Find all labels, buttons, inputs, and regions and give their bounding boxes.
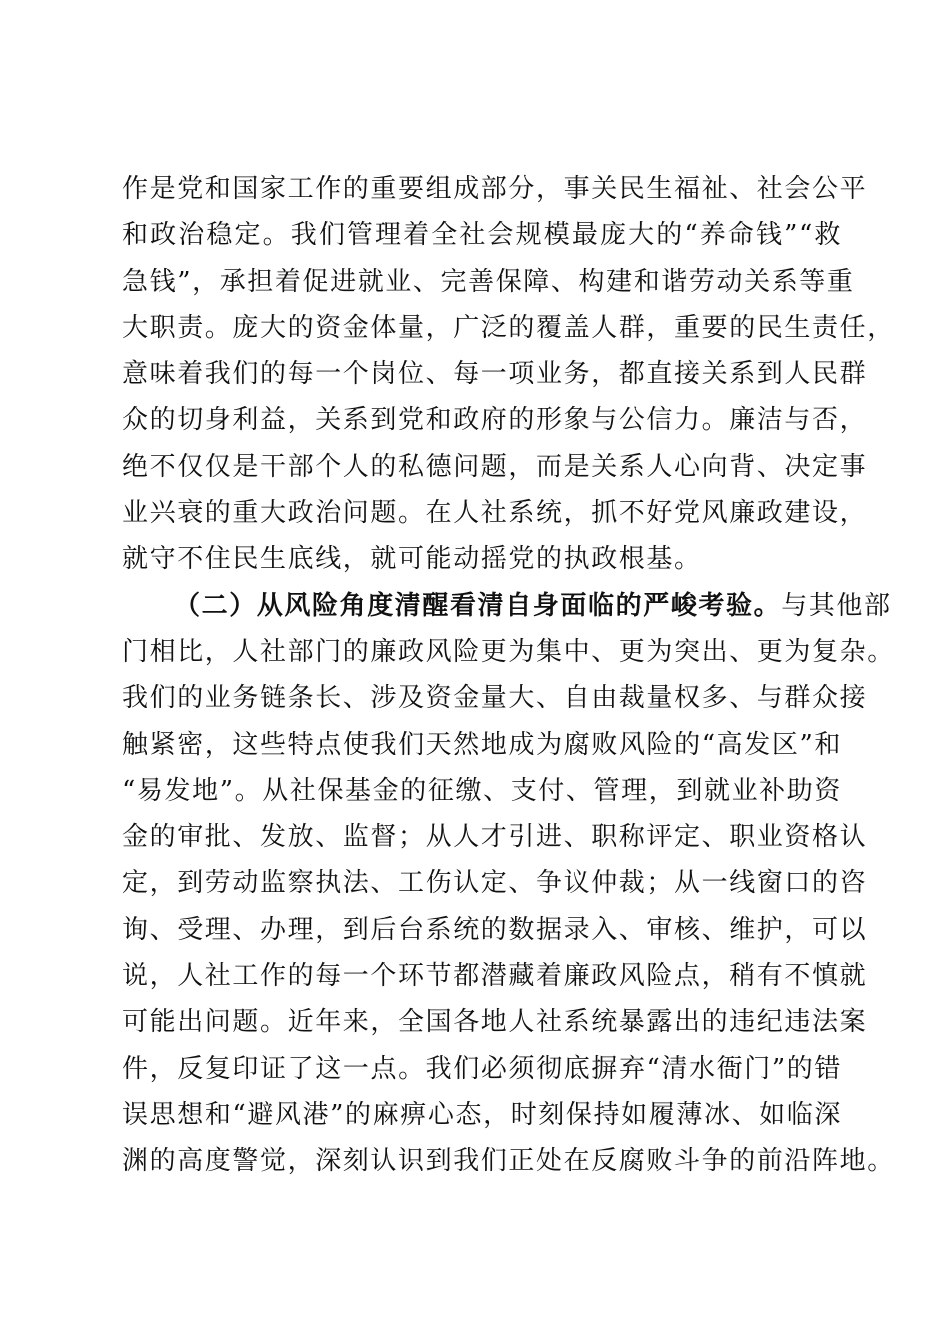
text-line: 意味着我们的每一个岗位、每一项业务，都直接关系到人民群 [122,359,868,390]
text-line: 定，到劳动监察执法、工伤认定、争议仲裁；从一线窗口的咨 [122,868,868,899]
text-line: 作是党和国家工作的重要组成部分，事关民生福祉、社会公平 [122,174,868,204]
text-line: 误思想和“避风港”的麻痹心态，时刻保持如履薄冰、如临深 [122,1099,842,1130]
text-line: 说，人社工作的每一个环节都潜藏着廉政风险点，稍有不慎就 [122,961,868,992]
text-line: 门相比，人社部门的廉政风险更为集中、更为突出、更为复杂。 [122,636,895,667]
text-line: 我们的业务链条长、涉及资金量大、自由裁量权多、与群众接 [122,683,868,714]
text-line: 可能出问题。近年来，全国各地人社系统暴露出的违纪违法案 [122,1007,868,1038]
text-line: 急钱”，承担着促进就业、完善保障、构建和谐劳动关系等重 [122,266,855,297]
text-line: “易发地”。从社保基金的征缴、支付、管理，到就业补助资 [122,775,842,806]
text-line: 众的切身利益，关系到党和政府的形象与公信力。廉洁与否， [122,405,868,436]
section-heading: （二）从风险角度清醒看清自身面临的严峻考验。 [174,590,782,621]
body-text [122,166,895,1185]
text-line: 询、受理、办理，到后台系统的数据录入、审核、维护，可以 [122,914,868,945]
text-line: 大职责。庞大的资金体量，广泛的覆盖人群，重要的民生责任， [122,312,895,343]
text-line: 触紧密，这些特点使我们天然地成为腐败风险的“高发区”和 [122,729,842,760]
section-heading-continuation: 与其他部 [781,590,892,621]
text-line: 业兴衰的重大政治问题。在人社系统，抓不好党风廉政建设， [122,498,868,529]
text-line: 和政治稳定。我们管理着全社会规模最庞大的“养命钱”“救 [122,220,842,251]
section-heading-line [122,583,892,629]
text-line: 就守不住民生底线，就可能动摇党的执政根基。 [122,544,702,575]
text-line: 件，反复印证了这一点。我们必须彻底摒弃“清水衙门”的错 [122,1053,842,1084]
text-line: 绝不仅仅是干部个人的私德问题，而是关系人心向背、决定事 [122,451,868,482]
text-line: 金的审批、发放、监督；从人才引进、职称评定、职业资格认 [122,822,868,853]
text-line: 渊的高度警觉，深刻认识到我们正处在反腐败斗争的前沿阵地。 [122,1146,895,1177]
